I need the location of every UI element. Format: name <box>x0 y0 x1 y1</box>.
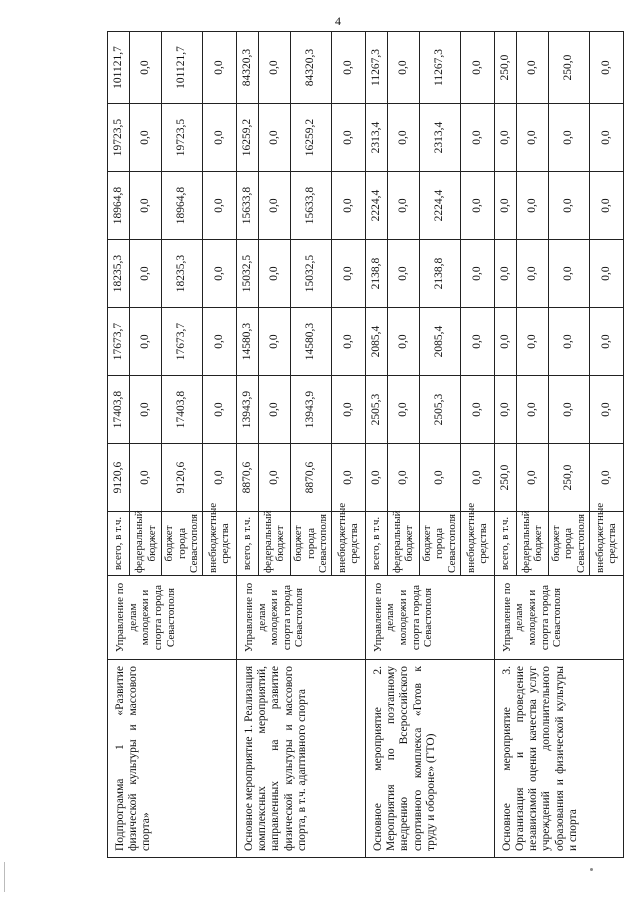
value-cell: 0,0 <box>494 104 516 172</box>
value-cell: 0,0 <box>202 172 236 240</box>
rotated-table-wrapper <box>107 32 619 858</box>
source-label: бюджет города Севастополя <box>419 512 460 576</box>
value-cell: 0,0 <box>331 308 365 376</box>
value-cell: 14580,3 <box>290 308 331 376</box>
value-cell: 0,0 <box>589 376 623 444</box>
source-label: всего, в т.ч. <box>236 512 258 576</box>
value-cell: 0,0 <box>258 444 290 512</box>
value-cell: 19723,5 <box>108 104 130 172</box>
value-cell: 0,0 <box>258 104 290 172</box>
value-cell: 8870,6 <box>290 444 331 512</box>
value-cell: 0,0 <box>331 104 365 172</box>
program-name-cell: Основное мероприятие 1. Реализация комплексных мероприятий, направленных на развитие физической культуры и массового спорта, в т.ч. адаптивного спорта <box>236 660 365 858</box>
value-cell: 250,0 <box>494 444 516 512</box>
value-cell: 15032,5 <box>290 240 331 308</box>
value-cell: 0,0 <box>130 240 162 308</box>
value-cell: 16259,2 <box>236 104 258 172</box>
source-label: бюджет города Севастополя <box>162 512 203 576</box>
value-cell: 0,0 <box>258 172 290 240</box>
value-cell: 0,0 <box>258 240 290 308</box>
value-cell: 15633,8 <box>236 172 258 240</box>
source-label: внебюджетные средства <box>460 512 494 576</box>
value-cell: 0,0 <box>516 376 548 444</box>
value-cell: 2138,8 <box>365 240 387 308</box>
responsible-cell: Управление по делам молодежи и спорта города Севастополя <box>108 576 237 660</box>
program-name-cell: Основное мероприятие 2. Мероприятия по поэтапному внедрению Всероссийского спортивного комплекса «Готов к труду и обороне» (ГТО) <box>365 660 494 858</box>
total-cell: 250,0 <box>494 32 516 104</box>
value-cell: 0,0 <box>589 444 623 512</box>
value-cell: 0,0 <box>548 104 589 172</box>
value-cell: 0,0 <box>130 308 162 376</box>
table-row <box>494 32 516 858</box>
value-cell: 18964,8 <box>162 172 203 240</box>
value-cell: 9120,6 <box>108 444 130 512</box>
source-label: внебюджетные средства <box>331 512 365 576</box>
value-cell: 0,0 <box>202 376 236 444</box>
total-cell: 0,0 <box>202 32 236 104</box>
value-cell: 0,0 <box>460 376 494 444</box>
value-cell: 2224,4 <box>365 172 387 240</box>
program-name-cell: Подпрограмма 1 «Развитие физической культуры и массового спорта» <box>108 660 237 858</box>
value-cell: 9120,6 <box>162 444 203 512</box>
value-cell: 0,0 <box>331 444 365 512</box>
value-cell: 0,0 <box>548 376 589 444</box>
funding-table <box>107 31 624 858</box>
source-label: федеральный бюджет <box>258 512 290 576</box>
value-cell: 0,0 <box>365 444 387 512</box>
value-cell: 17673,7 <box>162 308 203 376</box>
value-cell: 19723,5 <box>162 104 203 172</box>
value-cell: 0,0 <box>331 376 365 444</box>
total-cell: 0,0 <box>387 32 419 104</box>
value-cell: 2313,4 <box>365 104 387 172</box>
source-label: внебюджетные средства <box>202 512 236 576</box>
value-cell: 0,0 <box>516 444 548 512</box>
value-cell: 0,0 <box>202 104 236 172</box>
responsible-cell: Управление по делам молодежи и спорта города Севастополя <box>365 576 494 660</box>
source-label: всего, в т.ч. <box>365 512 387 576</box>
table-row <box>236 32 258 858</box>
value-cell: 0,0 <box>130 104 162 172</box>
source-label: всего, в т.ч. <box>494 512 516 576</box>
value-cell: 2085,4 <box>365 308 387 376</box>
value-cell: 0,0 <box>494 308 516 376</box>
total-cell: 0,0 <box>460 32 494 104</box>
page-number: 4 <box>335 14 341 28</box>
source-label: внебюджетные средства <box>589 512 623 576</box>
total-cell: 0,0 <box>589 32 623 104</box>
value-cell: 0,0 <box>460 444 494 512</box>
value-cell: 0,0 <box>387 308 419 376</box>
value-cell: 18235,3 <box>162 240 203 308</box>
source-label: бюджет города Севастополя <box>548 512 589 576</box>
total-cell: 0,0 <box>130 32 162 104</box>
value-cell: 0,0 <box>387 376 419 444</box>
total-cell: 250,0 <box>548 32 589 104</box>
table-row <box>365 32 387 858</box>
total-cell: 101121,7 <box>108 32 130 104</box>
value-cell: 0,0 <box>589 104 623 172</box>
value-cell: 0,0 <box>460 308 494 376</box>
value-cell: 0,0 <box>387 240 419 308</box>
total-cell: 0,0 <box>516 32 548 104</box>
value-cell: 0,0 <box>202 444 236 512</box>
value-cell: 15633,8 <box>290 172 331 240</box>
value-cell: 14580,3 <box>236 308 258 376</box>
value-cell: 2224,4 <box>419 172 460 240</box>
value-cell: 13943,9 <box>290 376 331 444</box>
total-cell: 11267,3 <box>365 32 387 104</box>
value-cell: 0,0 <box>387 104 419 172</box>
value-cell: 0,0 <box>202 240 236 308</box>
source-label: федеральный бюджет <box>130 512 162 576</box>
value-cell: 0,0 <box>460 240 494 308</box>
value-cell: 0,0 <box>331 240 365 308</box>
value-cell: 0,0 <box>589 172 623 240</box>
value-cell: 0,0 <box>516 240 548 308</box>
program-name-cell: Основное мероприятие 3. Организация и проведение независимой оценки качества услуг учреждений дополнительного образования и физической культуры и спорта <box>494 660 623 858</box>
value-cell: 0,0 <box>130 444 162 512</box>
value-cell: 0,0 <box>460 104 494 172</box>
value-cell: 17403,8 <box>162 376 203 444</box>
scan-edge-mark <box>4 862 5 892</box>
total-cell: 11267,3 <box>419 32 460 104</box>
source-label: бюджет города Севастополя <box>290 512 331 576</box>
responsible-cell: Управление по делам молодежи и спорта города Севастополя <box>236 576 365 660</box>
source-label: федеральный бюджет <box>516 512 548 576</box>
value-cell: 0,0 <box>494 376 516 444</box>
value-cell: 0,0 <box>130 376 162 444</box>
value-cell: 16259,2 <box>290 104 331 172</box>
total-cell: 101121,7 <box>162 32 203 104</box>
value-cell: 0,0 <box>130 172 162 240</box>
value-cell: 0,0 <box>494 172 516 240</box>
total-cell: 84320,3 <box>236 32 258 104</box>
value-cell: 0,0 <box>387 444 419 512</box>
value-cell: 2313,4 <box>419 104 460 172</box>
value-cell: 0,0 <box>516 104 548 172</box>
value-cell: 0,0 <box>331 172 365 240</box>
value-cell: 13943,9 <box>236 376 258 444</box>
value-cell: 2085,4 <box>419 308 460 376</box>
value-cell: 17403,8 <box>108 376 130 444</box>
value-cell: 18964,8 <box>108 172 130 240</box>
responsible-cell: Управление по делам молодежи и спорта города Севастополя <box>494 576 623 660</box>
value-cell: 250,0 <box>548 444 589 512</box>
value-cell: 0,0 <box>548 240 589 308</box>
value-cell: 15032,5 <box>236 240 258 308</box>
value-cell: 0,0 <box>494 240 516 308</box>
value-cell: 0,0 <box>589 240 623 308</box>
value-cell: 0,0 <box>258 308 290 376</box>
total-cell: 0,0 <box>331 32 365 104</box>
total-cell: 0,0 <box>258 32 290 104</box>
value-cell: 0,0 <box>548 172 589 240</box>
value-cell: 2505,3 <box>419 376 460 444</box>
value-cell: 0,0 <box>460 172 494 240</box>
value-cell: 0,0 <box>589 308 623 376</box>
value-cell: 0,0 <box>419 444 460 512</box>
table-row <box>108 32 130 858</box>
total-cell: 84320,3 <box>290 32 331 104</box>
value-cell: 0,0 <box>202 308 236 376</box>
scan-speck <box>590 868 593 871</box>
value-cell: 0,0 <box>516 308 548 376</box>
value-cell: 0,0 <box>548 308 589 376</box>
source-label: всего, в т.ч. <box>108 512 130 576</box>
value-cell: 0,0 <box>258 376 290 444</box>
value-cell: 8870,6 <box>236 444 258 512</box>
value-cell: 17673,7 <box>108 308 130 376</box>
value-cell: 2138,8 <box>419 240 460 308</box>
source-label: федеральный бюджет <box>387 512 419 576</box>
value-cell: 18235,3 <box>108 240 130 308</box>
value-cell: 2505,3 <box>365 376 387 444</box>
value-cell: 0,0 <box>516 172 548 240</box>
value-cell: 0,0 <box>387 172 419 240</box>
